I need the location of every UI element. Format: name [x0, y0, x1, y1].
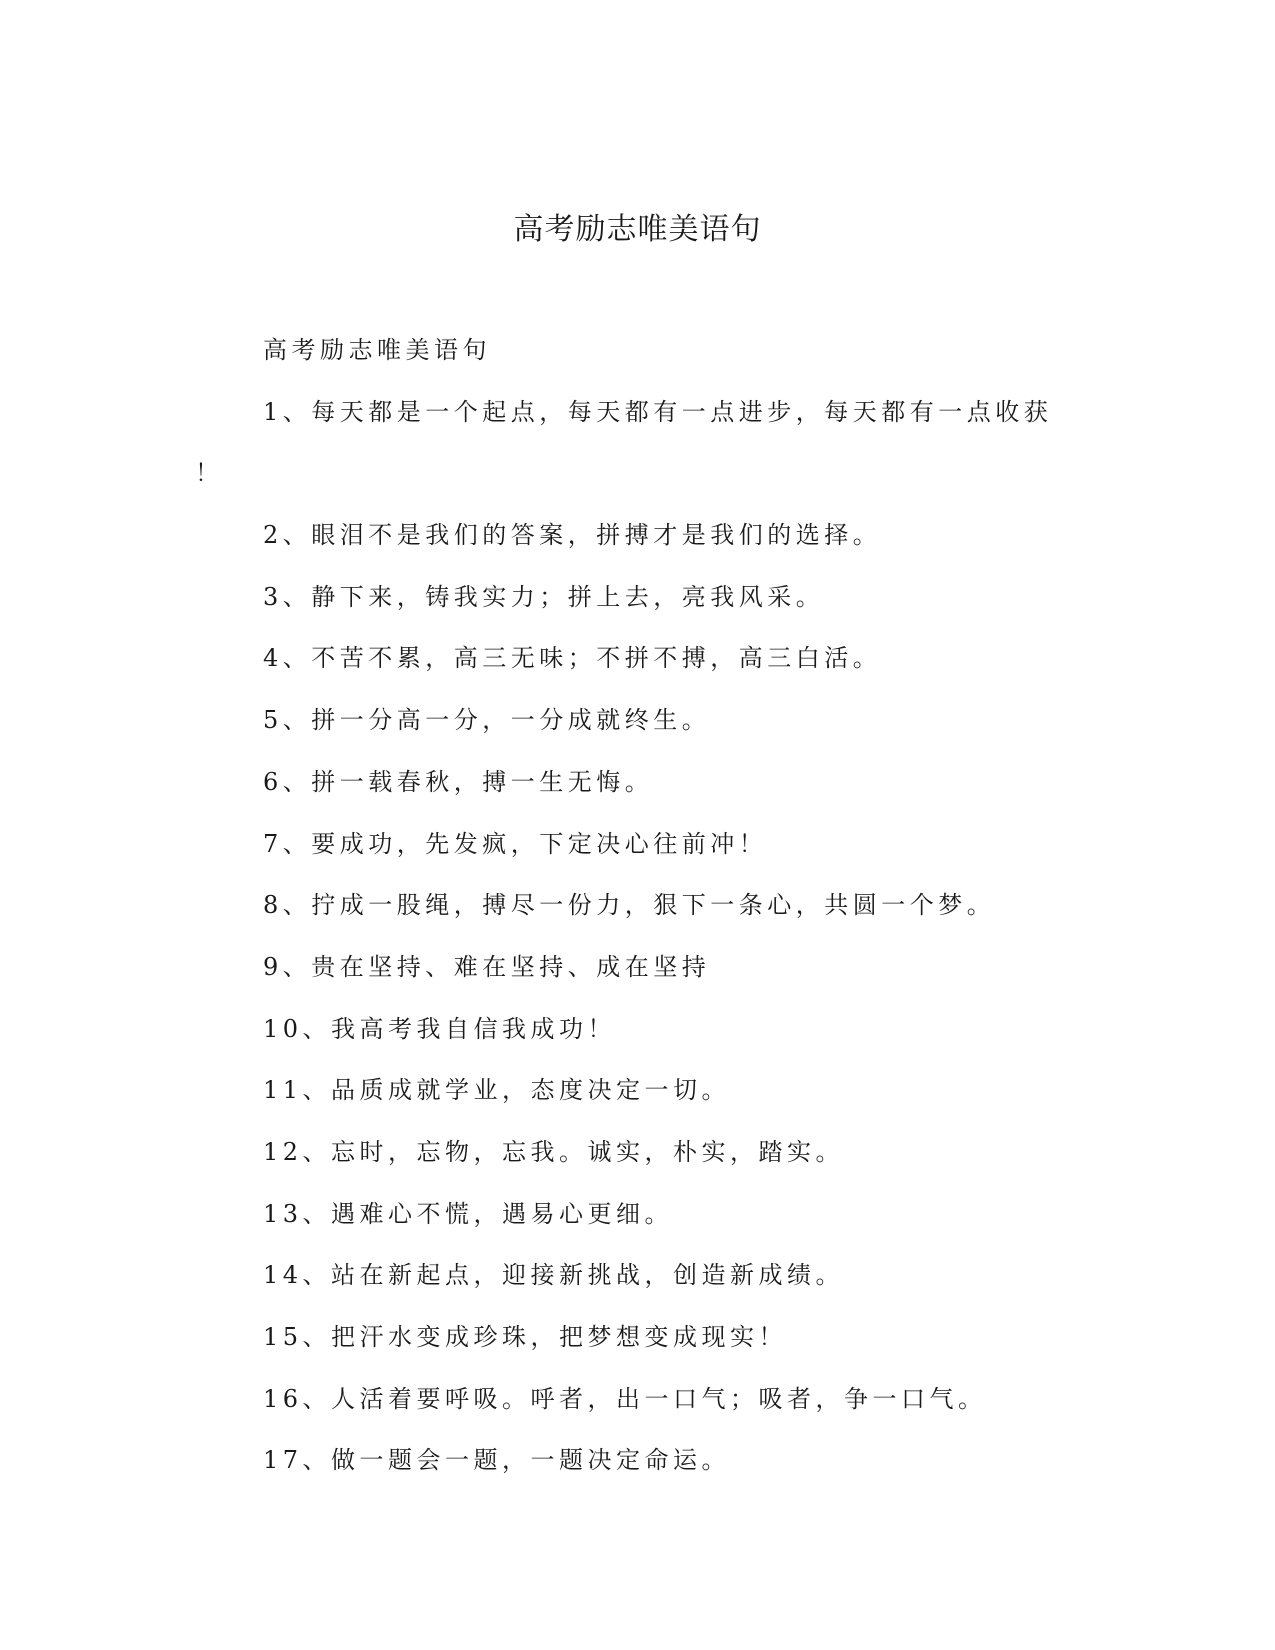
quote-line-continuation: ！ — [195, 459, 224, 488]
section-heading: 高考励志唯美语句 — [263, 336, 491, 364]
quote-line: 6、拼一载春秋，搏一生无悔。 — [263, 767, 654, 796]
quote-line: 7、要成功，先发疯，下定决心往前冲！ — [263, 829, 768, 858]
quote-line: 3、静下来，铸我实力；拼上去，亮我风采。 — [263, 582, 825, 611]
quote-line: 8、拧成一股绳，搏尽一份力，狠下一条心，共圆一个梦。 — [263, 891, 996, 920]
quote-line: 15、把汗水变成珍珠，把梦想变成现实！ — [263, 1323, 788, 1351]
quote-line: 16、人活着要呼吸。呼者，出一口气；吸者，争一口气。 — [263, 1384, 987, 1413]
quote-line: 12、忘时，忘物，忘我。诚实，朴实，踏实。 — [263, 1137, 845, 1166]
quote-line: 2、眼泪不是我们的答案，拼搏才是我们的选择。 — [263, 521, 882, 550]
quote-line: 13、遇难心不慌，遇易心更细。 — [263, 1199, 674, 1228]
quote-line: 11、品质成就学业，态度决定一切。 — [263, 1076, 731, 1105]
document-body — [195, 328, 1075, 1500]
quote-line: 10、我高考我自信我成功！ — [263, 1014, 617, 1043]
quote-line: 17、做一题会一题，一题决定命运。 — [263, 1446, 731, 1475]
quote-line: 9、贵在坚持、难在坚持、成在坚持 — [263, 952, 711, 981]
quote-line: 5、拼一分高一分，一分成就终生。 — [263, 706, 711, 735]
quote-line: 1、每天都是一个起点，每天都有一点进步，每天都有一点收获 — [263, 397, 1053, 426]
quote-line: 14、站在新起点，迎接新挑战，创造新成绩。 — [263, 1261, 845, 1290]
quote-line: 4、不苦不累，高三无味；不拼不搏，高三白活。 — [263, 644, 882, 673]
document-title: 高考励志唯美语句 — [513, 212, 762, 247]
